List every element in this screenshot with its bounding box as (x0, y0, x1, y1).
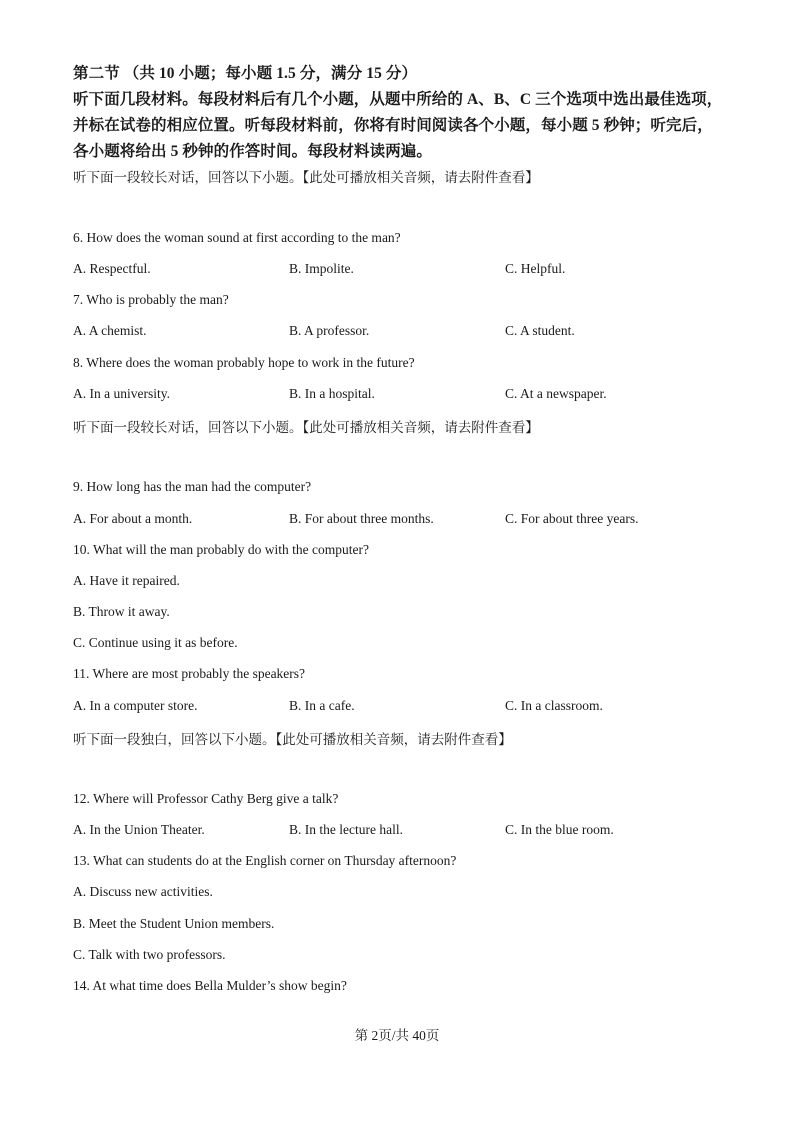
question-11-option-b: B. In a cafe. (289, 698, 355, 713)
question-10-option-b: B. Throw it away. (73, 604, 170, 619)
question-6-option-b: B. Impolite. (289, 261, 354, 276)
question-11-option-c: C. In a classroom. (505, 698, 603, 713)
question-11-option-a: A. In a computer store. (73, 698, 198, 713)
section-instruction-line-2: 并标在试卷的相应位置。听每段材料前，你将有时间阅读各个小题，每小题 5 秒钟；听完后， (73, 117, 713, 134)
question-6-option-a: A. Respectful. (73, 261, 151, 276)
question-7-option-b: B. A professor. (289, 323, 370, 338)
section-title: 第二节 （共 10 小题；每小题 1.5 分，满分 15 分） (73, 65, 418, 82)
question-12-option-b: B. In the lecture hall. (289, 822, 403, 837)
audio-note: 听下面一段较长对话，回答以下小题。【此处可播放相关音频，请去附件查看】 (73, 170, 539, 185)
question-13-option-c: C. Talk with two professors. (73, 947, 226, 962)
question-12-stem: 12. Where will Professor Cathy Berg give a talk? (73, 791, 339, 806)
page-number: 第 2页/共 40页 (354, 1028, 440, 1043)
question-9-option-b: B. For about three months. (289, 511, 434, 526)
question-7-option-c: C. A student. (505, 323, 575, 338)
question-11-stem: 11. Where are most probably the speakers? (73, 666, 306, 681)
question-10-option-c: C. Continue using it as before. (73, 635, 238, 650)
question-9-option-c: C. For about three years. (505, 511, 639, 526)
question-9-stem: 9. How long has the man had the computer? (73, 479, 312, 494)
audio-note: 听下面一段较长对话，回答以下小题。【此处可播放相关音频，请去附件查看】 (73, 420, 539, 435)
section-instruction-line-1: 听下面几段材料。每段材料后有几个小题，从题中所给的 A、B、C 三个选项中选出最佳选项， (73, 91, 723, 108)
question-6-stem: 6. How does the woman sound at first according to the man? (73, 230, 401, 245)
question-8-option-c: C. At a newspaper. (505, 386, 607, 401)
question-8-option-a: A. In a university. (73, 386, 170, 401)
question-13-option-b: B. Meet the Student Union members. (73, 916, 275, 931)
question-7-option-a: A. A chemist. (73, 323, 147, 338)
question-13-stem: 13. What can students do at the English corner on Thursday afternoon? (73, 853, 457, 868)
question-7-stem: 7. Who is probably the man? (73, 292, 229, 307)
question-9-option-a: A. For about a month. (73, 511, 193, 526)
question-13-option-a: A. Discuss new activities. (73, 884, 213, 899)
question-8-stem: 8. Where does the woman probably hope to work in the future? (73, 355, 415, 370)
question-10-stem: 10. What will the man probably do with the computer? (73, 542, 369, 557)
question-6-option-c: C. Helpful. (505, 261, 566, 276)
question-12-option-c: C. In the blue room. (505, 822, 614, 837)
question-8-option-b: B. In a hospital. (289, 386, 375, 401)
section-instruction-line-3: 各小题将给出 5 秒钟的作答时间。每段材料读两遍。 (73, 143, 433, 160)
question-12-option-a: A. In the Union Theater. (73, 822, 205, 837)
question-14-stem: 14. At what time does Bella Mulder’s show begin? (73, 978, 347, 993)
audio-note: 听下面一段独白，回答以下小题。【此处可播放相关音频，请去附件查看】 (73, 732, 512, 747)
question-10-option-a: A. Have it repaired. (73, 573, 180, 588)
